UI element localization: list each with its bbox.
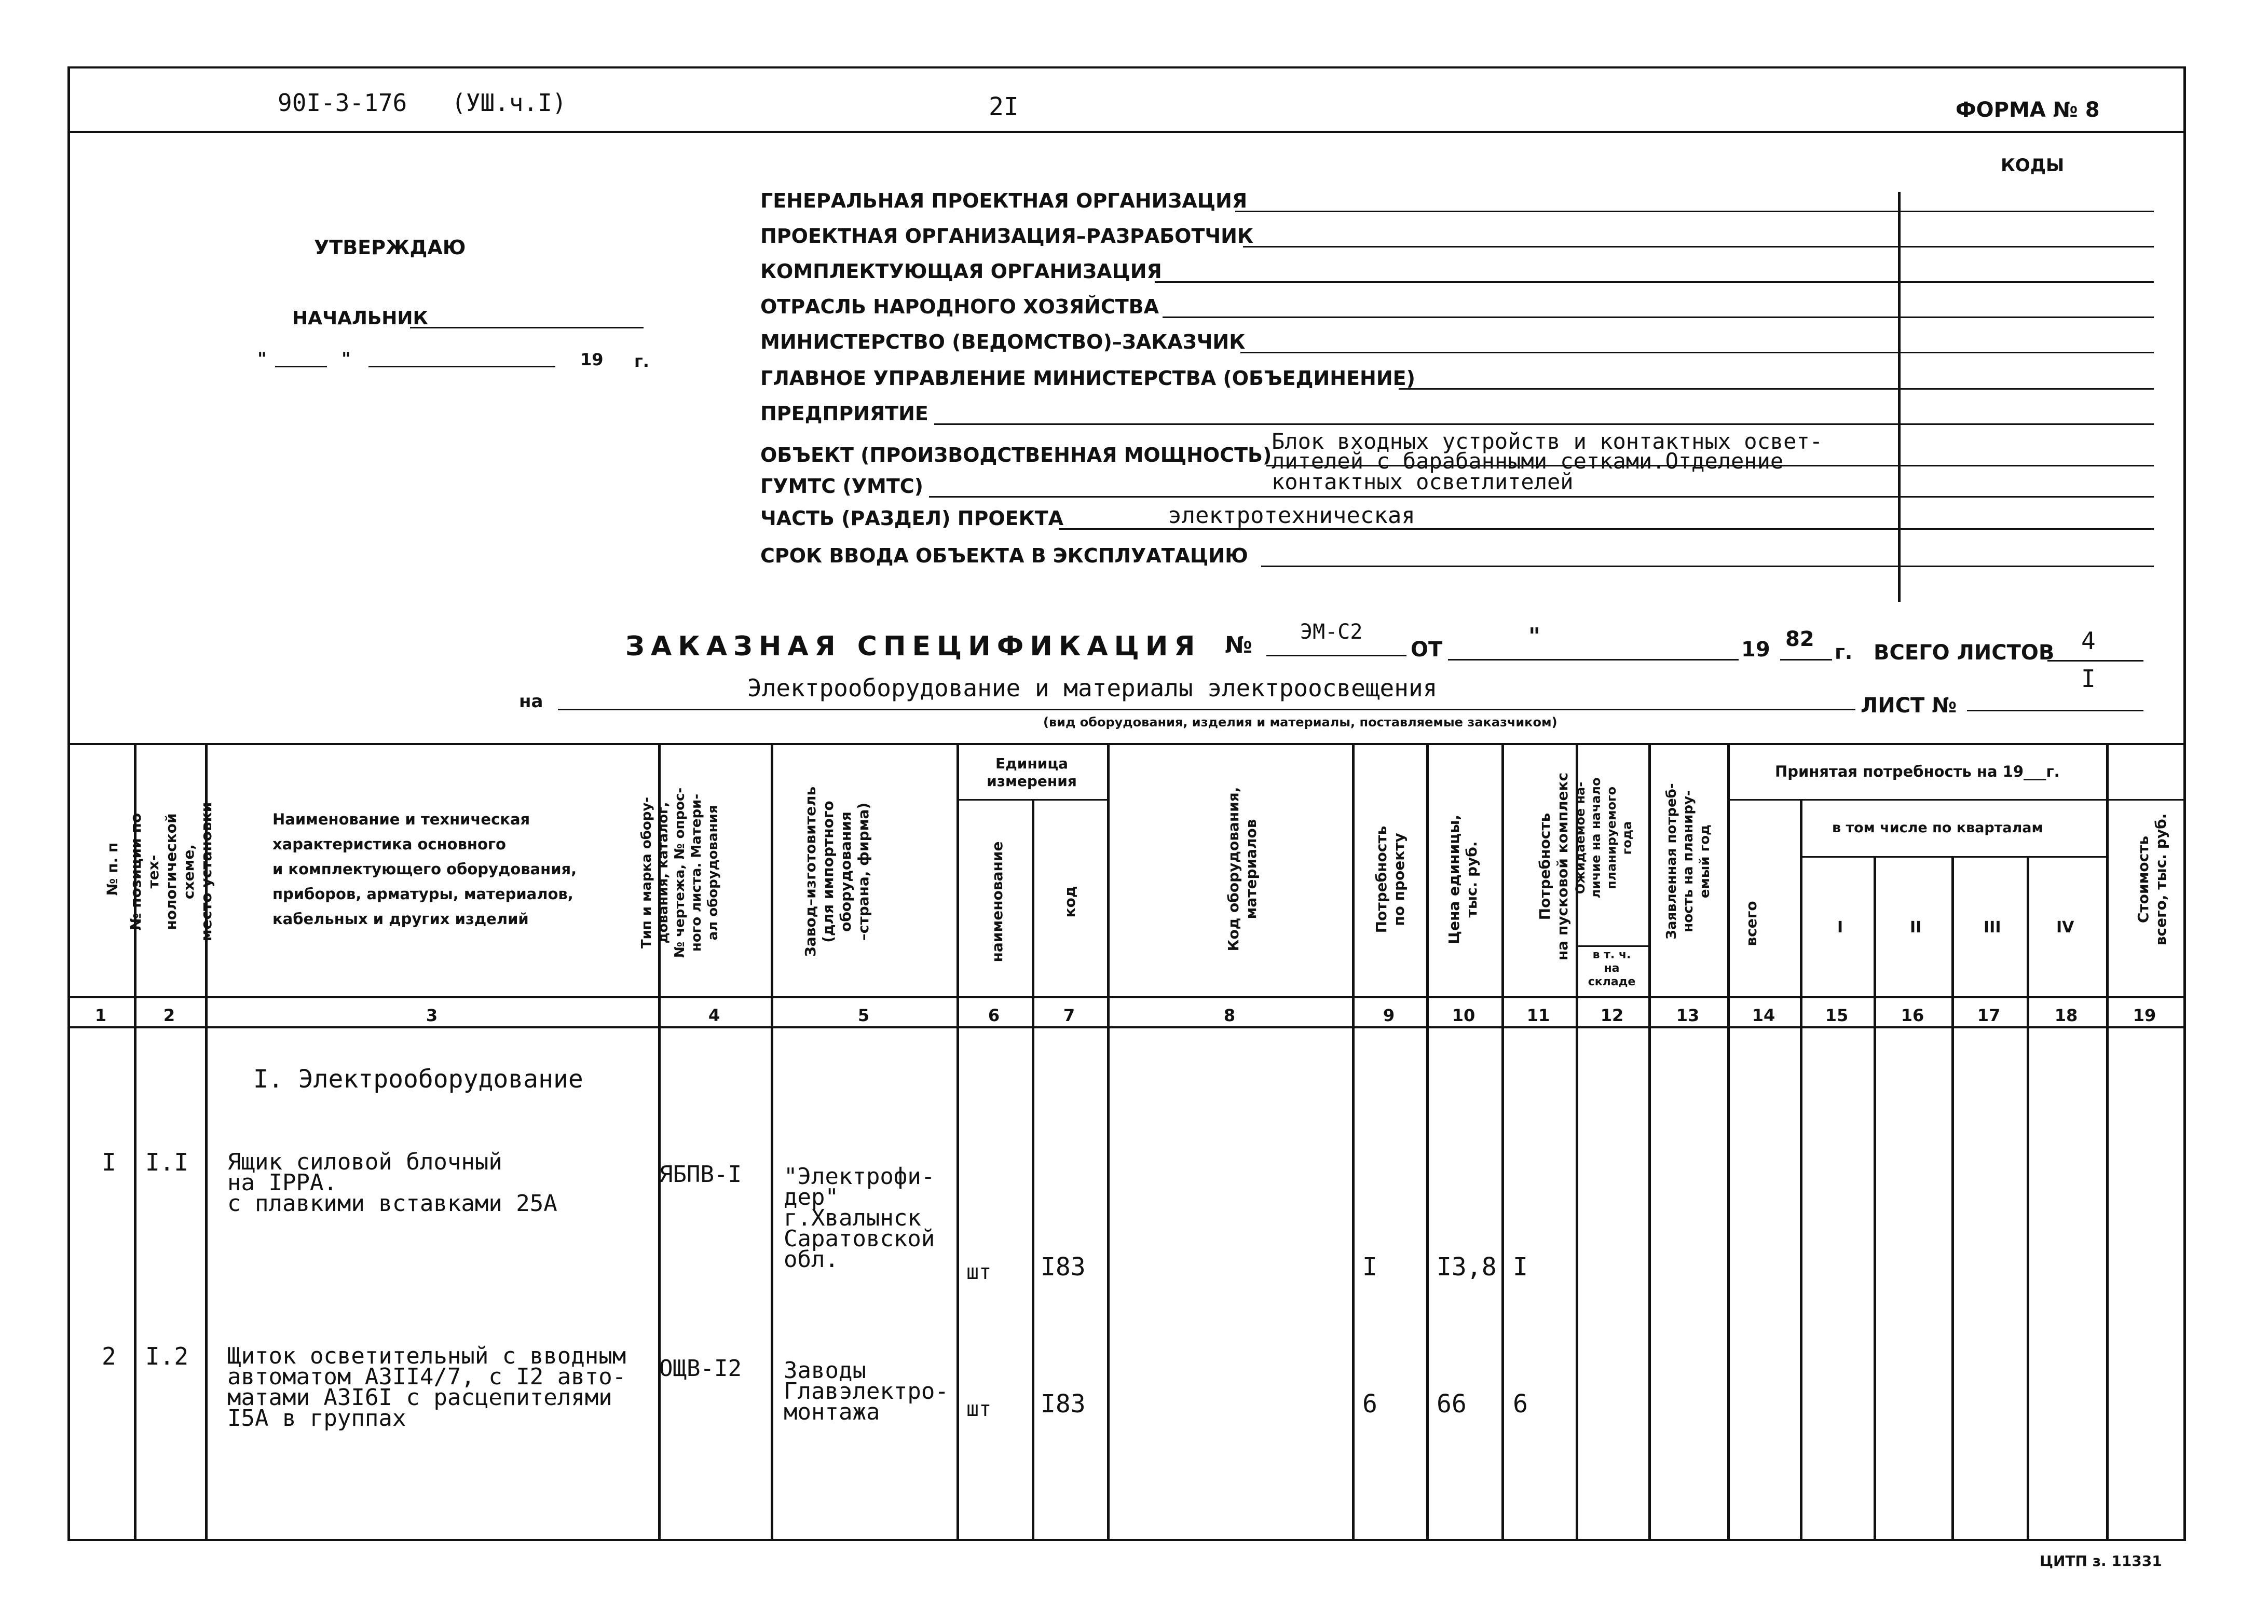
approve-label: УТВЕРЖДАЮ [314,236,466,259]
column-number: 13 [1676,1006,1700,1025]
quarters-header: в том числе по кварталам [1832,820,2043,836]
grid-column-divider [1951,856,1954,1539]
org-field-line [1399,388,2154,390]
row-maker-line: монтажа [784,1399,880,1425]
grid-column-divider [771,743,773,1539]
org-field-label: МИНИСТЕРСТВО (ВЕДОМСТВО)–ЗАКАЗЧИК [760,331,1246,353]
doc-volume: (УШ.ч.I) [452,89,567,117]
grid-column-divider [957,743,959,1539]
approval-year-suffix: г. [634,351,649,371]
form-label: ФОРМА № 8 [1956,98,2100,122]
row-need: 6 [1362,1389,1377,1419]
org-field-line [1155,281,2154,283]
col-header-13: Заявленная потреб- ность на планиру- емый год [1664,783,1713,940]
row-maker-line: дер" [784,1184,839,1210]
grid-column-divider [1501,743,1504,1539]
row-start: I [1513,1253,1528,1282]
date-month-line [368,366,555,367]
org-field-label: ЧАСТЬ (РАЗДЕЛ) ПРОЕКТА [760,507,1064,530]
col-header-3: Наименование и техническая характеристика основного и комплектующего оборудования, приборов, арматуры, материалов, кабельных и других изделий [272,810,577,928]
row-maker-line: Заводы [784,1357,866,1384]
column-number: 18 [2054,1006,2078,1025]
column-number: 7 [1063,1006,1075,1025]
doc-code: 90I-3-176 [278,89,407,117]
page-number: 2I [989,92,1019,121]
row-start: 6 [1513,1389,1528,1419]
total-sheets-value: 4 [2081,627,2096,655]
col-header-10: Цена единицы, тыс. руб. [1445,815,1480,944]
object-text-line1: Блок входных устройств и контактных освет- [1272,429,1823,454]
col-header-7: код [1061,886,1078,918]
org-field-line [934,423,2154,425]
spec-subject: Электрооборудование и материалы электроосвещения [747,674,1438,702]
grid-column-divider [1874,856,1876,1539]
org-field-line [1235,211,2154,212]
row-unit-code: I83 [1041,1253,1086,1282]
col-header-14: всего [1743,901,1760,946]
column-number: 11 [1526,1006,1550,1025]
row-name-line: Ящик силовой блочный [227,1149,502,1175]
section-title: I. Электрооборудование [253,1065,583,1094]
print-stamp: ЦИТП з. 11331 [2040,1552,2162,1570]
column-number: 17 [1977,1006,2001,1025]
quarter-1: I [1837,918,1843,937]
org-field-label: ОТРАСЛЬ НАРОДНОГО ХОЗЯЙСТВА [760,295,1159,318]
table-number-row-bottom [67,1026,2186,1028]
org-field-line [1243,246,2154,247]
row-number: I [102,1148,116,1176]
column-number: 6 [988,1006,1000,1025]
row-name-line: Щиток осветительный с вводным [227,1343,626,1369]
org-field-line [1163,316,2154,318]
col-header-2: № позиции по тех- нологической схеме, место установки [127,802,215,942]
col-header-1: № п. п [104,842,121,896]
grid-column-divider [1426,743,1429,1539]
column-number: 9 [1383,1006,1395,1025]
sheet-no-line [1967,710,2143,711]
row-number: 2 [102,1342,116,1370]
spec-year-line [1780,659,1832,660]
column-number: 1 [94,1006,107,1025]
org-field-label: ГЛАВНОЕ УПРАВЛЕНИЕ МИНИСТЕРСТВА (ОБЪЕДИНЕНИЕ) [760,367,1415,390]
column-number: 2 [163,1006,175,1025]
row-name-line: матами АЗI6I с расцепителями [227,1384,612,1411]
row-need: I [1362,1253,1377,1282]
unit-group-header: Единица измерения [987,755,1077,790]
col-header-5: Завод–изготовитель (для импортного оборудования –страна, фирма) [802,786,872,957]
row-maker-line: г.Хвалынск [784,1205,921,1231]
org-field-label: ГУМТС (УМТС) [760,475,924,498]
org-field-label: КОМПЛЕКТУЮЩАЯ ОРГАНИЗАЦИЯ [760,260,1162,283]
grid-column-divider [1352,743,1355,1539]
column-number: 15 [1825,1006,1849,1025]
row-type: ЯБПВ-I [659,1161,742,1188]
frame-right [2183,66,2186,1541]
spec-date-mark: " [1528,623,1540,650]
quarter-3: III [1984,918,2001,937]
grid-column-divider [2106,743,2109,1539]
date-day-line [275,366,327,367]
column-number: 19 [2133,1006,2156,1025]
spec-no-line [1266,655,1406,656]
grid-column-divider [1800,799,1802,1539]
grid-column-divider [1107,743,1110,1539]
c12-sub-divider [1576,945,1648,947]
spec-year-prefix: 19 [1741,638,1770,662]
sheet-no-value: I [2081,665,2096,693]
total-sheets-label: ВСЕГО ЛИСТОВ [1874,641,2055,665]
col-header-19: Стоимость всего, тыс. руб. [2135,813,2169,946]
quarter-2: II [1910,918,1922,937]
org-field-line [1240,352,2154,353]
column-number: 4 [708,1006,720,1025]
spec-title: ЗАКАЗНАЯ СПЕЦИФИКАЦИЯ [625,631,1201,662]
row-name-line: I5А в группах [227,1405,406,1432]
org-field-line [929,496,2154,498]
header-divider [67,131,2186,133]
org-field-label: ПРЕДПРИЯТИЕ [760,402,928,425]
col-header-8: Код оборудования, материалов [1225,787,1260,952]
quarter-4: IV [2056,918,2074,937]
row-maker-line: Саратовской [784,1226,935,1252]
org-field-label: СРОК ВВОДА ОБЪЕКТА В ЭКСПЛУАТАЦИЮ [760,544,1248,567]
row-unit-code: I83 [1041,1389,1086,1419]
date-quote-open: " [257,349,267,369]
row-position: I.I [145,1148,189,1176]
spec-date-line [1448,659,1739,660]
row-position: I.2 [145,1342,189,1370]
codes-label: КОДЫ [2001,155,2065,176]
total-sheets-line [2047,660,2143,662]
approval-year-prefix: 19 [580,350,604,369]
row-unit: шт [966,1397,992,1421]
org-field-line [1261,566,2154,567]
column-number: 12 [1600,1006,1624,1025]
row-price: I3,8 [1437,1253,1497,1282]
spec-no-value: ЭМ-С2 [1300,620,1363,644]
chief-label: НАЧАЛЬНИК [292,308,428,329]
row-maker-line: Главэлектро- [784,1378,949,1405]
row-price: 66 [1437,1389,1467,1419]
row-name-line: с плавкими вставками 25А [227,1190,557,1217]
frame-left [67,66,70,1541]
org-field-label: ОБЪЕКТ (ПРОИЗВОДСТВЕННАЯ МОЩНОСТЬ) [760,444,1272,466]
spec-subject-line [558,709,1855,710]
org-field-value: электротехническая [1168,502,1415,529]
col-header-12-sub: в т. ч. на складе [1588,948,1636,988]
column-number: 3 [426,1006,438,1025]
row-unit: шт [966,1260,992,1284]
spec-on-label: на [519,691,543,712]
org-field-label: ГЕНЕРАЛЬНАЯ ПРОЕКТНАЯ ОРГАНИЗАЦИЯ [760,189,1248,212]
grid-column-divider [2027,856,2029,1539]
accepted-header: Принятая потребность на 19___г. [1775,763,2060,780]
column-number: 8 [1223,1006,1236,1025]
accepted-divider [1727,799,2186,801]
table-number-row-top [67,996,2186,998]
table-top-border [67,743,2186,745]
object-text-line2: лителей с барабанными сетками.Отделение [1272,448,1784,474]
col-header-4: Тип и марка обору- дования, каталог, № чертежа, № опрос- ного листа. Матери- ал оборудования [639,787,721,958]
col-header-9: Потребность по проекту [1373,825,1408,933]
col-header-12: Ожидаемое на- личие на начало планируемого года [1573,777,1634,899]
spec-year-suffix: г. [1835,641,1853,664]
date-quote-close: " [341,349,351,369]
row-type: ОЩВ-I2 [659,1355,742,1382]
col-header-6: наименование [989,841,1006,962]
spec-from-label: ОТ [1411,638,1443,662]
chief-name-line [410,327,644,328]
grid-column-divider [1032,799,1034,1539]
frame-top [67,66,2186,68]
col-header-11: Потребность на пусковой комплекс [1536,772,1571,961]
sheet-no-label: ЛИСТ № [1861,694,1957,718]
spec-year-value: 82 [1785,627,1814,651]
row-maker-line: обл. [784,1246,839,1273]
row-name-line: на IPPA. [227,1169,337,1196]
row-name-line: автоматом АЗII4/7, с I2 авто- [227,1364,626,1390]
spec-no-label: № [1225,632,1252,658]
spec-subject-hint: (вид оборудования, изделия и материалы, поставляемые заказчиком) [1043,715,1557,730]
object-text-line3: контактных осветлителей [1272,469,1574,494]
column-number: 5 [857,1006,870,1025]
table-bottom-border [67,1539,2186,1541]
row-maker-line: "Электрофи- [784,1163,935,1190]
column-number: 10 [1452,1006,1475,1025]
column-number: 14 [1752,1006,1775,1025]
org-field-label: ПРОЕКТНАЯ ОРГАНИЗАЦИЯ–РАЗРАБОТЧИК [760,225,1253,247]
grid-column-divider [1648,743,1651,1539]
codes-divider [1898,192,1901,602]
column-number: 16 [1901,1006,1924,1025]
